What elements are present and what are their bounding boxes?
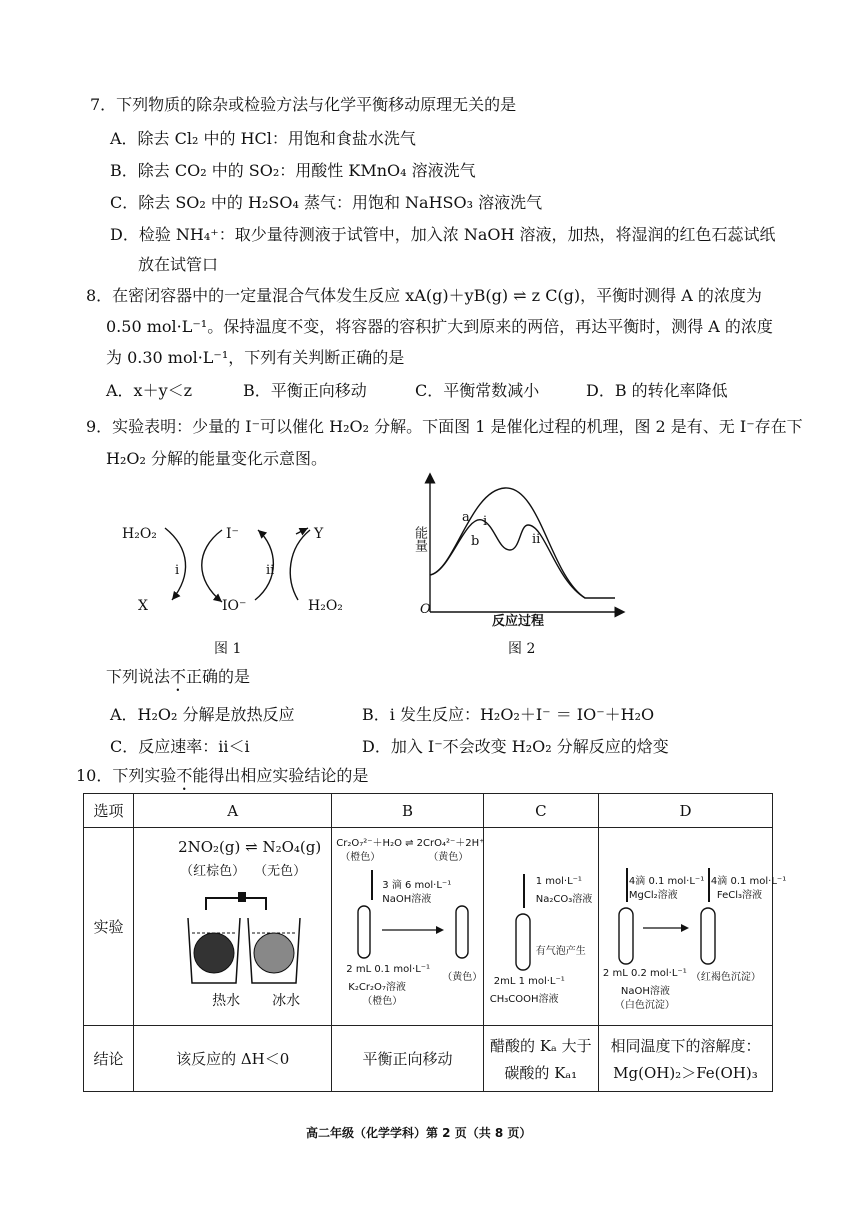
d-reagent-1b: MgCl₂溶液 <box>628 890 678 901</box>
fig1-step-i: i <box>175 563 180 578</box>
q8-option-c: C．平衡常数减小 <box>415 381 540 400</box>
q8-option-d: D．B 的转化率降低 <box>586 381 728 400</box>
conclusion-d-line1: 相同温度下的溶解度： <box>610 1036 761 1055</box>
q7-option-d-cont: 放在试管口 <box>138 255 219 274</box>
q9-prompt-pre: 下列说法 <box>106 667 171 686</box>
q10-stem-pre: 10．下列实验 <box>76 766 177 785</box>
conclusion-a: 该反应的 ΔH＜0 <box>134 1026 332 1092</box>
d-reagent-1a: 4滴 0.1 mol·L⁻¹ <box>628 876 705 887</box>
header-cell: C <box>483 794 598 828</box>
q8-option-b: B．平衡正向移动 <box>243 381 367 400</box>
page-footer: 高二年级（化学学科）第 2 页（共 8 页） <box>306 1126 532 1140</box>
fig1-h2o2-left: H₂O₂ <box>122 526 157 542</box>
q9-line1: 9．实验表明：少量的 I⁻可以催化 H₂O₂ 分解。下面图 1 是催化过程的机理，图 2 是有、无 I⁻存在下 <box>86 417 803 436</box>
b-color-1: （橙色） <box>340 852 381 863</box>
fig2-origin: O <box>420 602 431 617</box>
cell-experiment-b <box>332 828 483 1026</box>
q10-stem-post: 能得出相应实验结论的是 <box>192 766 369 785</box>
header-cell: 选项 <box>84 794 134 828</box>
d-solution-3: （白色沉淀） <box>614 1000 675 1011</box>
q8-line1: 8．在密闭容器中的一定量混合气体发生反应 xA(g)＋yB(g) ⇌ z C(g)，平衡时测得 A 的浓度为 <box>86 286 762 305</box>
header-cell: D <box>598 794 772 828</box>
fig1-step-ii: ii <box>266 563 275 578</box>
q9-prompt <box>106 664 250 695</box>
q9-option-a: A．H₂O₂ 分解是放热反应 <box>110 705 295 724</box>
fig2-xlabel: 反应过程 <box>492 614 545 629</box>
c-gas: 有气泡产生 <box>535 946 586 957</box>
conclusion-c <box>483 1026 598 1092</box>
d-apparatus <box>613 868 763 968</box>
c-apparatus <box>510 874 540 974</box>
q9-option-d: D．加入 I⁻不会改变 H₂O₂ 分解反应的焓变 <box>362 737 669 756</box>
fig2-label-ii: ii <box>532 532 541 547</box>
figure-2-energy-diagram <box>410 470 630 620</box>
q9-line2: H₂O₂ 分解的能量变化示意图。 <box>106 449 327 468</box>
q9-prompt-not: 不 <box>170 667 187 686</box>
conclusion-c-line1: 醋酸的 Kₐ 大于 <box>490 1036 592 1055</box>
fig2-label-b: b <box>471 534 480 549</box>
a-apparatus <box>184 888 314 988</box>
row-label-conclusion: 结论 <box>84 1026 134 1092</box>
b-drop-1: 3 滴 6 mol·L⁻¹ <box>382 880 452 891</box>
q7-stem: 7．下列物质的除杂或检验方法与化学平衡移动原理无关的是 <box>90 95 517 114</box>
fig1-h2o2-right: H₂O₂ <box>308 598 343 614</box>
cell-experiment-d <box>598 828 787 1026</box>
c-solution-1: 2mL 1 mol·L⁻¹ <box>493 976 565 987</box>
a-ice-water: 冰水 <box>272 993 301 1009</box>
fig1-iminus: I⁻ <box>226 526 239 542</box>
b-after: （黄色） <box>442 972 483 983</box>
fig2-label-i: i <box>483 514 488 529</box>
fig2-ylabel: 能量 <box>412 526 427 552</box>
q7-option-a: A．除去 Cl₂ 中的 HCl：用饱和食盐水洗气 <box>110 129 416 148</box>
table-row-experiment <box>84 828 773 1026</box>
header-cell: B <box>332 794 483 828</box>
q10-stem <box>76 763 368 794</box>
cell-experiment-a <box>134 828 332 1026</box>
q8-line3: 为 0.30 mol·L⁻¹，下列有关判断正确的是 <box>106 348 405 367</box>
d-solution-2: NaOH溶液 <box>620 986 670 997</box>
a-equation: 2NO₂(g) ⇌ N₂O₄(g) <box>178 838 322 856</box>
q8-option-a: A．x＋y＜z <box>106 381 193 400</box>
a-color-2: （无色） <box>254 864 307 879</box>
q7-option-c: C．除去 SO₂ 中的 H₂SO₄ 蒸气：用饱和 NaHSO₃ 溶液洗气 <box>110 193 543 212</box>
q8-line2: 0.50 mol·L⁻¹。保持温度不变，将容器的容积扩大到原来的两倍，再达平衡时，测得 A 的浓度 <box>106 317 773 336</box>
b-solution-2: K₂Cr₂O₇溶液 <box>348 982 406 993</box>
fig1-io: IO⁻ <box>222 598 247 614</box>
header-cell: A <box>134 794 332 828</box>
a-hot-water: 热水 <box>212 993 241 1009</box>
fig2-caption: 图 2 <box>508 641 536 657</box>
d-red-precip: （红褐色沉淀） <box>690 972 761 983</box>
fig1-x: X <box>138 598 148 614</box>
table-row-conclusion <box>84 1026 773 1092</box>
experiment-table <box>83 793 787 1092</box>
q7-option-b: B．除去 CO₂ 中的 SO₂：用酸性 KMnO₄ 溶液洗气 <box>110 161 476 180</box>
b-equation: Cr₂O₇²⁻＋H₂O ⇌ 2CrO₄²⁻＋2H⁺ <box>336 838 485 849</box>
b-drop-2: NaOH溶液 <box>382 894 432 905</box>
fig1-y: Y <box>314 526 324 542</box>
curve-b <box>430 520 585 598</box>
conclusion-d <box>598 1026 772 1092</box>
q7-option-d: D．检验 NH₄⁺：取少量待测液于试管中，加入浓 NaOH 溶液，加热，将湿润的红色石蕊试纸 <box>110 225 776 244</box>
q10-stem-not: 不 <box>176 766 193 785</box>
q9-prompt-post: 正确的是 <box>186 667 251 686</box>
arrow-curve <box>290 530 310 600</box>
q9-option-c: C．反应速率：ii＜i <box>110 737 250 756</box>
fig1-caption: 图 1 <box>214 641 242 657</box>
d-solution-1: 2 mL 0.2 mol·L⁻¹ <box>602 968 687 979</box>
d-reagent-2b: FeCl₃溶液 <box>716 890 763 901</box>
a-color-1: （红棕色） <box>180 864 246 879</box>
b-color-2: （黄色） <box>428 852 469 863</box>
arrow-curve <box>202 530 222 602</box>
table-header-row <box>84 794 773 828</box>
fig2-label-a: a <box>462 510 470 525</box>
c-reagent-1: 1 mol·L⁻¹ <box>535 876 582 887</box>
c-solution-2: CH₃COOH溶液 <box>489 994 559 1005</box>
conclusion-c-line2: 碳酸的 Kₐ₁ <box>504 1063 578 1082</box>
c-reagent-2: Na₂CO₃溶液 <box>535 894 593 905</box>
conclusion-b: 平衡正向移动 <box>332 1026 483 1092</box>
cell-experiment-c <box>483 828 598 1026</box>
b-solution-1: 2 mL 0.1 mol·L⁻¹ <box>346 964 431 975</box>
q9-option-b: B．i 发生反应：H₂O₂＋I⁻ ＝ IO⁻＋H₂O <box>362 705 655 724</box>
b-apparatus <box>352 870 482 970</box>
row-label-experiment: 实验 <box>84 828 134 1026</box>
d-reagent-2a: 4滴 0.1 mol·L⁻¹ <box>710 876 787 887</box>
b-solution-3: （橙色） <box>362 996 403 1007</box>
conclusion-d-line2: Mg(OH)₂＞Fe(OH)₃ <box>613 1063 758 1082</box>
